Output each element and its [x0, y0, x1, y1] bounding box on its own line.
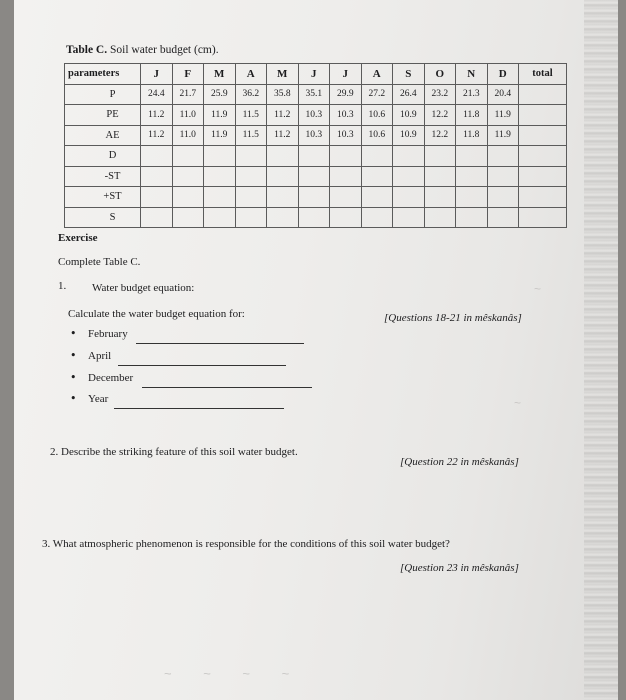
table-cell[interactable]: 11.2 — [267, 125, 299, 146]
table-cell[interactable] — [519, 146, 567, 167]
table-cell[interactable] — [361, 166, 393, 187]
bullet-icon: • — [70, 371, 77, 384]
table-cell[interactable] — [330, 187, 362, 208]
table-cell[interactable]: 11.8 — [456, 105, 488, 126]
table-cell[interactable]: 11.5 — [235, 105, 267, 126]
header-cell: F — [172, 64, 204, 85]
bullet-icon: • — [70, 327, 77, 340]
table-cell[interactable]: 26.4 — [393, 84, 425, 105]
question-3: 3. What atmospheric phenomenon is responsible for the conditions of this soil water budget? — [42, 538, 450, 550]
table-row — [65, 166, 567, 187]
table-cell[interactable] — [298, 187, 330, 208]
table-cell[interactable]: 24.4 — [141, 84, 173, 105]
table-cell[interactable] — [267, 166, 299, 187]
table-cell[interactable]: 10.3 — [330, 125, 362, 146]
table-cell[interactable] — [456, 166, 488, 187]
question-1-prompt: Calculate the water budget equation for: — [68, 308, 245, 320]
row-label: PE — [65, 105, 141, 126]
table-cell[interactable] — [456, 146, 488, 167]
header-cell: S — [393, 64, 425, 85]
table-cell[interactable] — [487, 187, 519, 208]
answer-line-year[interactable] — [114, 407, 284, 409]
row-label: D — [65, 146, 141, 167]
table-cell[interactable] — [204, 207, 236, 228]
question-1-number: 1. — [58, 280, 67, 292]
table-cell[interactable]: 21.3 — [456, 84, 488, 105]
table-cell[interactable] — [487, 166, 519, 187]
table-cell[interactable] — [330, 207, 362, 228]
table-cell[interactable] — [424, 207, 456, 228]
table-cell[interactable] — [235, 207, 267, 228]
bullet-december: December — [88, 372, 134, 384]
bullet-april: April — [88, 350, 112, 362]
row-label: +ST — [65, 187, 141, 208]
table-cell[interactable] — [424, 166, 456, 187]
table-row — [65, 207, 567, 228]
table-cell[interactable]: 36.2 — [235, 84, 267, 105]
table-cell[interactable] — [298, 146, 330, 167]
table-cell[interactable] — [267, 187, 299, 208]
table-cell[interactable] — [393, 166, 425, 187]
table-cell[interactable] — [298, 166, 330, 187]
table-cell[interactable]: 12.2 — [424, 125, 456, 146]
header-cell: J — [141, 64, 173, 85]
table-cell[interactable]: 10.9 — [393, 105, 425, 126]
table-cell[interactable]: 29.9 — [330, 84, 362, 105]
header-cell: total — [519, 64, 567, 85]
question-1-reference: [Questions 18-21 in mêskanâs] — [384, 312, 522, 324]
table-cell[interactable] — [235, 187, 267, 208]
table-cell[interactable]: 12.2 — [424, 105, 456, 126]
bleed-through-mark: ~ — [534, 282, 542, 296]
table-cell[interactable]: 10.3 — [298, 125, 330, 146]
table-header-row — [65, 64, 567, 85]
header-cell: N — [456, 64, 488, 85]
header-cell: parameters — [65, 64, 141, 85]
table-cell[interactable] — [519, 207, 567, 228]
table-cell[interactable]: 35.1 — [298, 84, 330, 105]
table-cell[interactable] — [172, 187, 204, 208]
table-cell[interactable] — [141, 187, 173, 208]
header-cell: M — [267, 64, 299, 85]
table-cell[interactable] — [141, 207, 173, 228]
table-row — [65, 105, 567, 126]
table-cell[interactable] — [393, 146, 425, 167]
bullet-february: February — [88, 328, 128, 340]
table-cell[interactable]: 11.8 — [456, 125, 488, 146]
table-cell[interactable] — [361, 187, 393, 208]
bleed-through-mark: ~ — [514, 396, 522, 410]
header-cell: A — [235, 64, 267, 85]
table-cell[interactable] — [267, 146, 299, 167]
table-cell[interactable] — [235, 166, 267, 187]
answer-line-april[interactable] — [118, 364, 286, 366]
page-edge-shadow — [584, 0, 618, 700]
question-2-reference: [Question 22 in mêskanâs] — [400, 456, 519, 468]
bullet-icon: • — [70, 392, 77, 405]
row-label: S — [65, 207, 141, 228]
table-cell[interactable] — [361, 146, 393, 167]
table-cell[interactable] — [235, 146, 267, 167]
table-cell[interactable] — [204, 146, 236, 167]
table-cell[interactable]: 10.9 — [393, 125, 425, 146]
table-cell[interactable] — [424, 146, 456, 167]
table-cell[interactable]: 11.5 — [235, 125, 267, 146]
table-cell[interactable]: 20.4 — [487, 84, 519, 105]
row-label: AE — [65, 125, 141, 146]
table-cell[interactable]: 11.9 — [487, 105, 519, 126]
table-cell[interactable] — [172, 166, 204, 187]
header-cell: M — [204, 64, 236, 85]
table-cell[interactable]: 11.9 — [204, 125, 236, 146]
table-cell[interactable] — [519, 84, 567, 105]
table-cell[interactable]: 10.6 — [361, 125, 393, 146]
table-caption-text: Soil water budget (cm). — [110, 44, 219, 56]
table-cell[interactable]: 11.0 — [172, 125, 204, 146]
table-cell[interactable] — [519, 187, 567, 208]
table-cell[interactable] — [204, 187, 236, 208]
bleed-through-mark: ~ ~ ~ ~ — [164, 666, 304, 681]
table-cell[interactable] — [424, 187, 456, 208]
answer-line-december[interactable] — [142, 386, 312, 388]
table-cell[interactable]: 11.9 — [204, 105, 236, 126]
table-cell[interactable]: 11.0 — [172, 105, 204, 126]
table-cell[interactable] — [519, 105, 567, 126]
table-cell[interactable]: 10.3 — [298, 105, 330, 126]
table-cell[interactable] — [141, 146, 173, 167]
header-cell: O — [424, 64, 456, 85]
table-cell[interactable] — [519, 125, 567, 146]
table-row — [65, 125, 567, 146]
row-label: -ST — [65, 166, 141, 187]
table-cell[interactable] — [393, 187, 425, 208]
answer-line-february[interactable] — [136, 342, 304, 344]
table-cell[interactable] — [141, 166, 173, 187]
table-row — [65, 84, 567, 105]
table-cell[interactable]: 25.9 — [204, 84, 236, 105]
table-cell[interactable] — [330, 146, 362, 167]
exercise-instruction: Complete Table C. — [58, 256, 141, 268]
row-label: P — [65, 84, 141, 105]
table-cell[interactable]: 10.6 — [361, 105, 393, 126]
table-cell[interactable] — [298, 207, 330, 228]
table-cell[interactable] — [172, 146, 204, 167]
header-cell: D — [487, 64, 519, 85]
header-cell: A — [361, 64, 393, 85]
soil-water-budget-table — [64, 63, 567, 228]
table-cell[interactable] — [204, 166, 236, 187]
header-cell: J — [298, 64, 330, 85]
table-cell[interactable]: 27.2 — [361, 84, 393, 105]
question-3-reference: [Question 23 in mêskanâs] — [400, 562, 519, 574]
table-body — [65, 84, 567, 228]
header-cell: J — [330, 64, 362, 85]
table-cell[interactable]: 11.2 — [267, 105, 299, 126]
worksheet-page — [14, 0, 618, 700]
table-cell[interactable] — [267, 207, 299, 228]
table-cell[interactable] — [361, 207, 393, 228]
question-2: 2. Describe the striking feature of this soil water budget. — [50, 446, 298, 458]
table-cell[interactable] — [393, 207, 425, 228]
table-cell[interactable] — [487, 146, 519, 167]
question-1-title: Water budget equation: — [92, 282, 195, 294]
bullet-year: Year — [88, 393, 109, 405]
table-cell[interactable]: 35.8 — [267, 84, 299, 105]
table-cell[interactable] — [172, 207, 204, 228]
table-cell[interactable]: 10.3 — [330, 105, 362, 126]
table-row — [65, 187, 567, 208]
exercise-heading: Exercise — [58, 232, 98, 244]
table-cell[interactable] — [456, 207, 488, 228]
table-cell[interactable]: 11.9 — [487, 125, 519, 146]
table-cell[interactable]: 11.2 — [141, 125, 173, 146]
table-cell[interactable] — [456, 187, 488, 208]
table-cell[interactable] — [330, 166, 362, 187]
table-cell[interactable] — [519, 166, 567, 187]
table-caption — [66, 44, 219, 56]
table-row — [65, 146, 567, 167]
table-cell[interactable]: 23.2 — [424, 84, 456, 105]
table-cell[interactable] — [487, 207, 519, 228]
table-caption-label: Table C. — [66, 44, 108, 56]
table-cell[interactable]: 11.2 — [141, 105, 173, 126]
bullet-icon: • — [70, 349, 77, 362]
table-cell[interactable]: 21.7 — [172, 84, 204, 105]
